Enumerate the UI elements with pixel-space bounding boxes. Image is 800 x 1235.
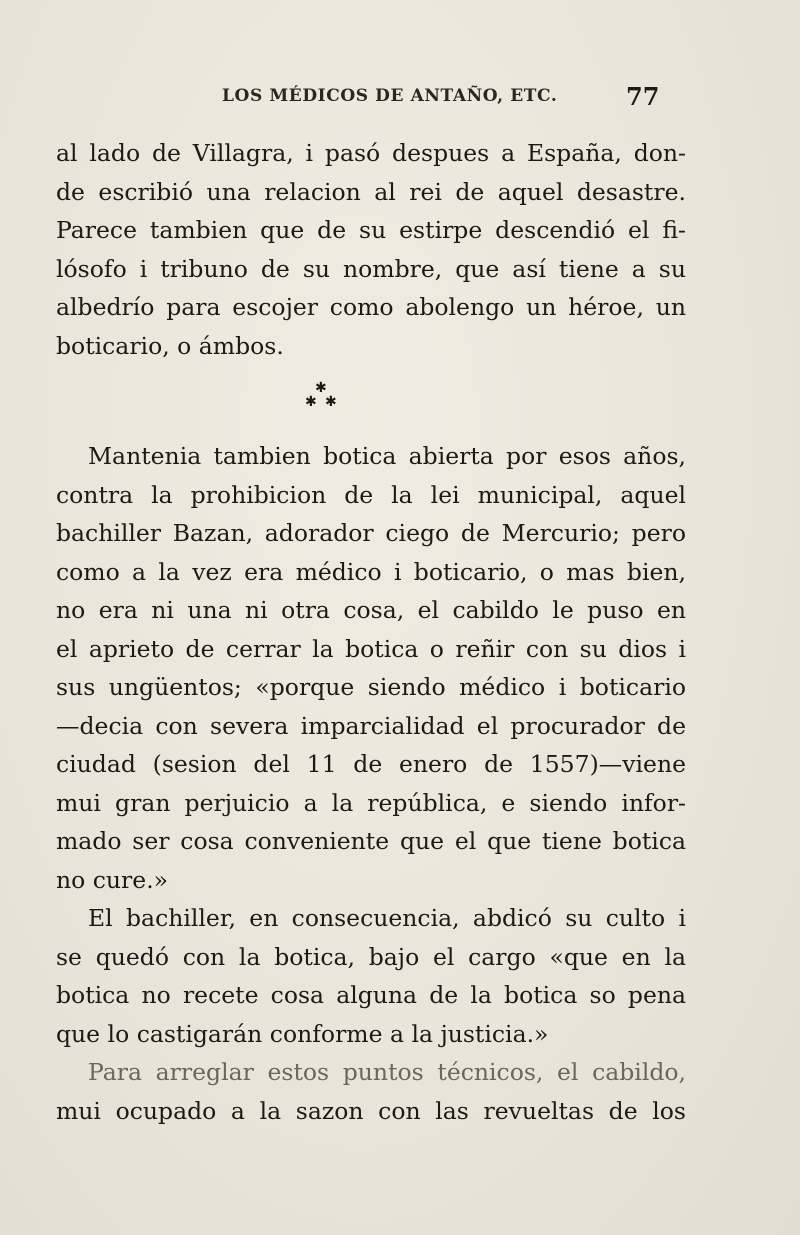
text-line: Para arreglar estos puntos técnicos, el cabildo, <box>88 1058 686 1086</box>
text-line: El bachiller, en consecuencia, abdicó su culto i <box>88 904 686 932</box>
text-line: mui gran perjuicio a la república, e siendo infor- <box>56 788 686 817</box>
running-head <box>0 82 800 112</box>
page-number: 77 <box>626 82 660 111</box>
text-line: lósofo i tribuno de su nombre, que así tiene a su <box>56 254 686 283</box>
text-line: el aprieto de cerrar la botica o reñir con su dios i <box>56 634 686 663</box>
text-line: mui ocupado a la sazon con las revueltas de los <box>56 1096 686 1125</box>
text-line: botica no recete cosa alguna de la botica so pena <box>56 981 686 1009</box>
text-line: que lo castigarán conforme a la justicia.» <box>56 1019 549 1048</box>
asterism-star: ✱ <box>305 394 317 410</box>
text-line: como a la vez era médico i boticario, o mas bien, <box>56 557 686 586</box>
text-line: ciudad (sesion del 11 de enero de 1557)—viene <box>56 750 686 778</box>
text-line: albedrío para escojer como abolengo un héroe, un <box>56 293 686 321</box>
text-line: sus ungüentos; «porque siendo médico i boticario <box>56 673 686 701</box>
text-line: al lado de Villagra, i pasó despues a España, don- <box>56 139 686 167</box>
asterism-star: ✱ <box>325 394 337 410</box>
body-text <box>56 134 686 1130</box>
running-title: LOS MÉDICOS DE ANTAÑO, ETC. <box>222 86 558 106</box>
text-line: —decia con severa imparcialidad el procurador de <box>56 711 686 740</box>
text-line: Parece tambien que de su estirpe descendió el fi- <box>56 216 686 244</box>
paragraph-2 <box>56 437 686 899</box>
text-line: contra la prohibicion de la lei municipal, aquel <box>56 480 686 509</box>
text-line: Mantenia tambien botica abierta por esos años, <box>88 442 686 470</box>
asterism-separator <box>56 365 686 437</box>
paragraph-3 <box>56 899 686 1053</box>
text-line: no era ni una ni otra cosa, el cabildo le puso en <box>56 596 686 624</box>
text-line: mado ser cosa conveniente que el que tiene botica <box>56 827 686 855</box>
text-line: boticario, o ámbos. <box>56 331 284 360</box>
asterism-star: ✱ <box>315 380 327 396</box>
paragraph-1 <box>56 134 686 365</box>
text-line: bachiller Bazan, adorador ciego de Mercurio; pero <box>56 519 686 547</box>
paragraph-4 <box>56 1053 686 1130</box>
text-line: se quedó con la botica, bajo el cargo «que en la <box>56 942 686 971</box>
text-line: no cure.» <box>56 865 169 894</box>
text-line: de escribió una relacion al rei de aquel desastre. <box>56 177 686 206</box>
